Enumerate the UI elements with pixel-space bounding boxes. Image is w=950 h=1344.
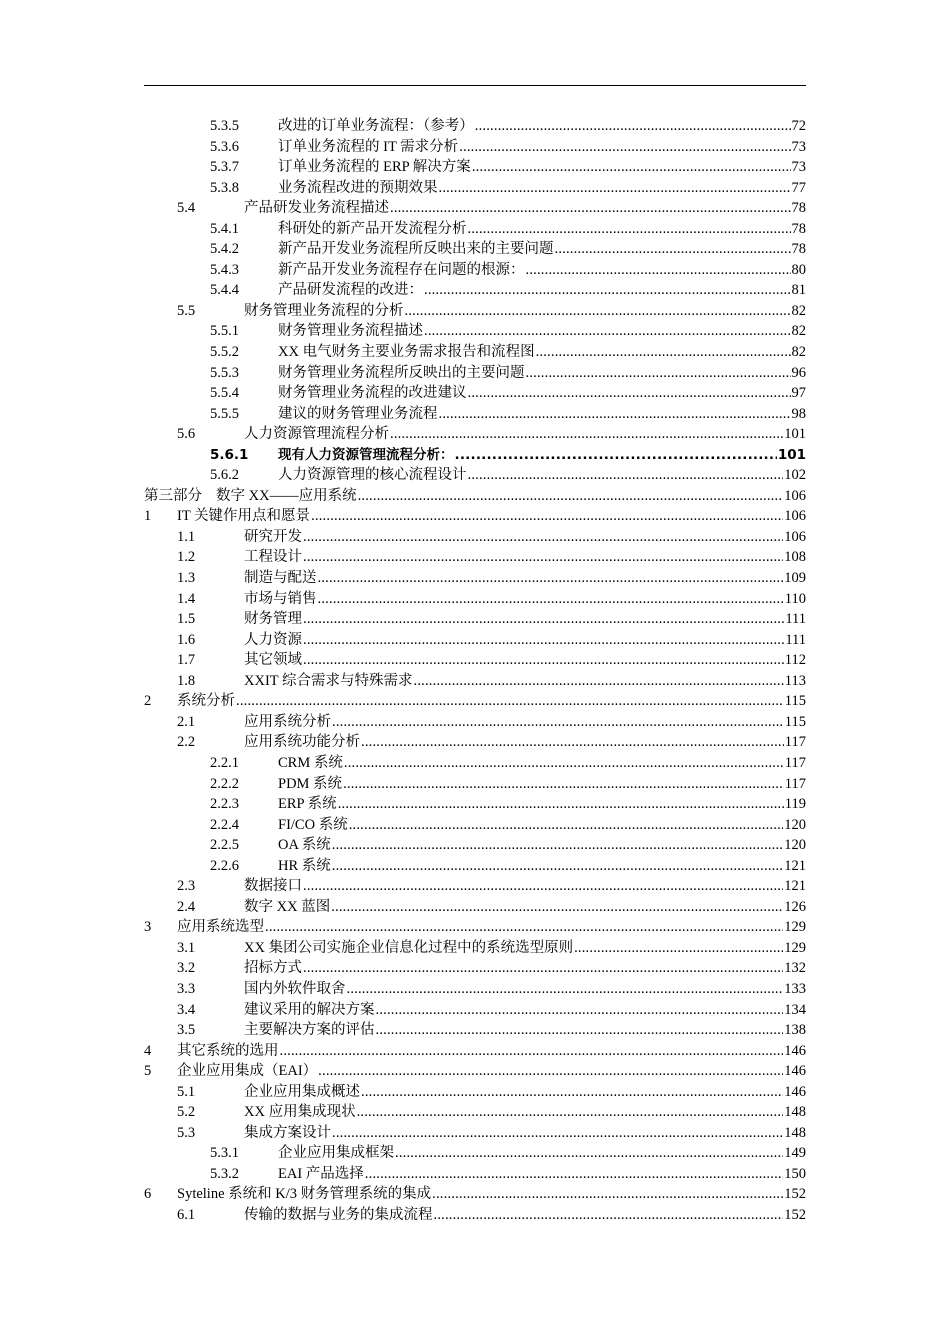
- toc-entry-title: 现有人力资源管理流程分析：: [278, 446, 454, 463]
- toc-entry-number: 3.5: [177, 1022, 196, 1039]
- toc-entry-number: 2.1: [177, 713, 196, 730]
- toc-entry-title: 市场与销售: [244, 590, 317, 607]
- toc-entry[interactable]: [144, 1205, 806, 1226]
- toc-entry-page-number: 121: [784, 857, 806, 874]
- toc-entry-number: 1.7: [177, 652, 196, 669]
- toc-entry-page-number: 134: [784, 1001, 806, 1018]
- toc-entry-number: 6.1: [177, 1206, 196, 1223]
- toc-entry-title: 人力资源管理的核心流程设计: [278, 467, 467, 484]
- toc-entry-title: 数字 XX——应用系统: [216, 487, 357, 504]
- toc-entry[interactable]: [144, 239, 806, 260]
- toc-entry-title: 产品研发业务流程描述: [244, 200, 389, 217]
- toc-entry[interactable]: [144, 897, 806, 918]
- toc-entry-number: 3.1: [177, 939, 196, 956]
- toc-entry-number: 2.2: [177, 734, 196, 751]
- toc-entry[interactable]: [144, 1061, 806, 1082]
- toc-entry-title: 传输的数据与业务的集成流程: [244, 1206, 433, 1223]
- toc-entry[interactable]: [144, 712, 806, 733]
- toc-dot-leader: [424, 321, 791, 342]
- toc-entry-number: 3.4: [177, 1001, 196, 1018]
- toc-entry[interactable]: [144, 958, 806, 979]
- toc-entry-number: 5.5.5: [210, 405, 239, 422]
- toc-dot-leader: [376, 1020, 784, 1041]
- toc-entry-title: 制造与配送: [244, 570, 317, 587]
- toc-entry-page-number: 133: [784, 980, 806, 997]
- toc-entry-page-number: 129: [784, 939, 806, 956]
- toc-entry-title: 业务流程改进的预期效果: [278, 179, 438, 196]
- toc-entry-page-number: 120: [784, 816, 806, 833]
- toc-entry-title: 财务管理业务流程所反映出的主要问题: [278, 364, 525, 381]
- toc-entry[interactable]: [144, 1041, 806, 1062]
- toc-dot-leader: [468, 219, 791, 240]
- toc-entry-page-number: 80: [791, 261, 806, 278]
- toc-entry-number: 5.5.1: [210, 323, 239, 340]
- toc-entry-title: 新产品开发业务流程所反映出来的主要问题: [278, 241, 554, 258]
- toc-entry-page-number: 148: [784, 1124, 806, 1141]
- toc-entry-title: 系统分析: [177, 693, 235, 710]
- toc-entry-page-number: 97: [791, 385, 806, 402]
- toc-entry-title: 人力资源: [244, 631, 302, 648]
- toc-entry-page-number: 149: [784, 1145, 806, 1162]
- toc-entry-number: 5.4.2: [210, 241, 239, 258]
- toc-entry[interactable]: [144, 198, 806, 219]
- toc-entry-page-number: 113: [784, 672, 806, 689]
- toc-entry-page-number: 146: [784, 1063, 806, 1080]
- toc-entry-page-number: 117: [784, 754, 806, 771]
- toc-dot-leader: [468, 465, 784, 486]
- toc-dot-leader: [434, 1205, 784, 1226]
- toc-entry-number: 5.4.1: [210, 220, 239, 237]
- toc-dot-leader: [424, 280, 791, 301]
- toc-dot-leader: [343, 774, 784, 795]
- toc-entry[interactable]: [144, 1123, 806, 1144]
- toc-entry-number: 第三部分: [144, 487, 202, 504]
- toc-dot-leader: [432, 1184, 783, 1205]
- toc-entry-title: XX 电气财务主要业务需求报告和流程图: [278, 344, 535, 361]
- toc-entry-number: 4: [144, 1042, 152, 1059]
- toc-entry-title: 国内外软件取舍: [244, 980, 346, 997]
- toc-entry-page-number: 108: [784, 549, 806, 566]
- toc-entry-number: 5.3.6: [210, 138, 239, 155]
- toc-dot-leader: [332, 856, 783, 877]
- toc-dot-leader: [468, 383, 791, 404]
- toc-dot-leader: [332, 712, 784, 733]
- toc-dot-leader: [390, 424, 783, 445]
- toc-entry-title: 工程设计: [244, 549, 302, 566]
- toc-entry[interactable]: [144, 568, 806, 589]
- toc-entry-number: 2.2.2: [210, 775, 239, 792]
- toc-dot-leader: [265, 917, 783, 938]
- toc-entry-number: 5.5.3: [210, 364, 239, 381]
- toc-dot-leader: [361, 1082, 783, 1103]
- toc-entry-page-number: 78: [791, 241, 806, 258]
- toc-entry-page-number: 150: [784, 1165, 806, 1182]
- toc-entry-number: 5.5.4: [210, 385, 239, 402]
- toc-dot-leader: [459, 137, 790, 158]
- toc-entry-page-number: 120: [784, 837, 806, 854]
- toc-entry-title: XXIT 综合需求与特殊需求: [244, 672, 413, 689]
- toc-entry-number: 2.2.4: [210, 816, 239, 833]
- toc-entry[interactable]: [144, 630, 806, 651]
- toc-entry[interactable]: [144, 342, 806, 363]
- toc-entry-number: 1: [144, 508, 152, 525]
- toc-entry-title: 新产品开发业务流程存在问题的根源：: [278, 261, 525, 278]
- toc-entry-number: 1.6: [177, 631, 196, 648]
- toc-entry-number: 2.2.5: [210, 837, 239, 854]
- toc-entry-number: 3.2: [177, 960, 196, 977]
- toc-dot-leader: [332, 1123, 783, 1144]
- header-rule: [144, 85, 806, 86]
- toc-entry[interactable]: [144, 527, 806, 548]
- toc-entry[interactable]: [144, 547, 806, 568]
- toc-dot-leader: [303, 630, 784, 651]
- toc-entry[interactable]: [144, 157, 806, 178]
- toc-entry-title: 主要解决方案的评估: [244, 1022, 375, 1039]
- toc-entry-title: 企业应用集成框架: [278, 1145, 394, 1162]
- toc-entry-number: 1.3: [177, 570, 196, 587]
- toc-entry-title: 改进的订单业务流程：（参考）: [278, 118, 474, 134]
- toc-dot-leader: [303, 609, 784, 630]
- toc-entry-page-number: 73: [791, 138, 806, 155]
- toc-entry-number: 5.4: [177, 200, 196, 217]
- toc-entry[interactable]: [144, 219, 806, 240]
- toc-entry-number: 1.1: [177, 528, 196, 545]
- toc-entry-page-number: 146: [784, 1042, 806, 1059]
- toc-entry-page-number: 102: [784, 467, 806, 484]
- toc-entry-page-number: 73: [791, 159, 806, 176]
- toc-entry-page-number: 82: [791, 302, 806, 319]
- toc-entry[interactable]: [144, 424, 806, 445]
- toc-entry-page-number: 111: [785, 611, 806, 628]
- toc-entry-title: 招标方式: [244, 960, 302, 977]
- toc-entry[interactable]: [144, 835, 806, 856]
- toc-entry-page-number: 152: [784, 1186, 806, 1203]
- toc-dot-leader: [318, 589, 784, 610]
- toc-dot-leader: [349, 815, 784, 836]
- toc-entry-number: 5.4.4: [210, 282, 239, 299]
- toc-entry[interactable]: [144, 774, 806, 795]
- toc-dot-leader: [439, 404, 791, 425]
- toc-dot-leader: [318, 568, 784, 589]
- toc-entry-number: 1.2: [177, 549, 196, 566]
- toc-entry-title: 企业应用集成（EAI）: [177, 1063, 318, 1080]
- toc-entry-number: 5.1: [177, 1083, 196, 1100]
- toc-entry-title: 财务管理业务流程的改进建议: [278, 385, 467, 402]
- toc-entry-title: FI/CO 系统: [278, 816, 348, 833]
- toc-entry-number: 5.3.5: [210, 118, 239, 134]
- toc-dot-leader: [472, 157, 791, 178]
- toc-entry-title: 应用系统分析: [244, 713, 331, 730]
- toc-dot-leader: [347, 979, 784, 1000]
- toc-entry[interactable]: [144, 753, 806, 774]
- toc-entry[interactable]: [144, 691, 806, 712]
- table-of-contents: [144, 116, 806, 1226]
- toc-entry[interactable]: [144, 589, 806, 610]
- toc-entry[interactable]: [144, 363, 806, 384]
- toc-entry[interactable]: [144, 794, 806, 815]
- toc-entry-number: 5.3.8: [210, 179, 239, 196]
- toc-entry-page-number: 117: [784, 734, 806, 751]
- toc-entry[interactable]: [144, 178, 806, 199]
- toc-entry-title: 财务管理业务流程描述: [278, 323, 423, 340]
- toc-entry-page-number: 152: [784, 1206, 806, 1223]
- toc-entry-page-number: 112: [784, 652, 806, 669]
- toc-entry-title: 建议的财务管理业务流程: [278, 405, 438, 422]
- toc-dot-leader: [331, 897, 783, 918]
- toc-entry-number: 2: [144, 693, 152, 710]
- toc-entry-title: 科研处的新产品开发流程分析: [278, 220, 467, 237]
- toc-entry-page-number: 110: [784, 590, 806, 607]
- toc-entry[interactable]: [144, 1102, 806, 1123]
- toc-entry-page-number: 106: [784, 508, 806, 525]
- toc-dot-leader: [390, 198, 791, 219]
- toc-entry-number: 2.3: [177, 878, 196, 895]
- toc-entry[interactable]: [144, 650, 806, 671]
- toc-dot-leader: [338, 794, 784, 815]
- toc-entry-page-number: 115: [784, 693, 806, 710]
- toc-entry-title: IT 关键作用点和愿景: [177, 508, 311, 525]
- toc-entry-title: 订单业务流程的 IT 需求分析: [278, 138, 459, 155]
- toc-entry-title: 建议采用的解决方案: [244, 1001, 375, 1018]
- toc-entry-page-number: 81: [791, 282, 806, 299]
- toc-entry-page-number: 129: [784, 919, 806, 936]
- toc-entry-title: 财务管理: [244, 611, 302, 628]
- toc-entry-title: Syteline 系统和 K/3 财务管理系统的集成: [177, 1186, 432, 1203]
- toc-entry-number: 2.4: [177, 898, 196, 915]
- toc-entry[interactable]: [144, 917, 806, 938]
- toc-entry-number: 5.3.1: [210, 1145, 239, 1162]
- toc-entry-page-number: 78: [791, 200, 806, 217]
- toc-dot-leader: [303, 876, 783, 897]
- toc-entry-page-number: 98: [791, 405, 806, 422]
- toc-dot-leader: [475, 116, 791, 137]
- toc-dot-leader: [574, 938, 783, 959]
- toc-entry[interactable]: [144, 856, 806, 877]
- toc-dot-leader: [303, 650, 784, 671]
- toc-entry-number: 5: [144, 1063, 152, 1080]
- toc-entry[interactable]: [144, 876, 806, 897]
- toc-entry-page-number: 121: [784, 878, 806, 895]
- toc-entry-page-number: 115: [784, 713, 806, 730]
- toc-entry-number: 5.6: [177, 426, 196, 443]
- toc-dot-leader: [414, 671, 784, 692]
- toc-dot-leader: [439, 178, 791, 199]
- toc-entry-number: 2.2.1: [210, 754, 239, 771]
- toc-entry-title: 应用系统选型: [177, 919, 264, 936]
- toc-dot-leader: [455, 445, 777, 466]
- toc-entry-number: 1.5: [177, 611, 196, 628]
- toc-entry-page-number: 132: [784, 960, 806, 977]
- toc-entry-title: 应用系统功能分析: [244, 734, 360, 751]
- toc-entry[interactable]: [144, 260, 806, 281]
- toc-entry-number: 1.4: [177, 590, 196, 607]
- toc-dot-leader: [365, 1164, 783, 1185]
- toc-dot-leader: [332, 835, 783, 856]
- toc-entry-title: 人力资源管理流程分析: [244, 426, 389, 443]
- toc-dot-leader: [405, 301, 791, 322]
- toc-entry[interactable]: [144, 609, 806, 630]
- toc-entry-title: EAI 产品选择: [278, 1165, 364, 1182]
- toc-entry[interactable]: [144, 465, 806, 486]
- toc-entry-number: 5.3: [177, 1124, 196, 1141]
- toc-entry[interactable]: [144, 671, 806, 692]
- toc-entry-page-number: 101: [777, 446, 806, 463]
- toc-entry[interactable]: [144, 979, 806, 1000]
- toc-entry-page-number: 78: [791, 220, 806, 237]
- toc-entry[interactable]: [144, 1082, 806, 1103]
- toc-entry-number: 5.3.2: [210, 1165, 239, 1182]
- toc-dot-leader: [236, 691, 784, 712]
- toc-dot-leader: [318, 1061, 783, 1082]
- toc-entry[interactable]: [144, 938, 806, 959]
- toc-entry-page-number: 146: [784, 1083, 806, 1100]
- toc-dot-leader: [555, 239, 791, 260]
- toc-entry[interactable]: [144, 445, 806, 466]
- toc-entry-number: 6: [144, 1186, 152, 1203]
- toc-dot-leader: [536, 342, 791, 363]
- toc-entry[interactable]: [144, 404, 806, 425]
- toc-entry-page-number: 119: [784, 796, 806, 813]
- toc-entry-page-number: 148: [784, 1104, 806, 1121]
- toc-entry-title: ERP 系统: [278, 796, 337, 813]
- toc-entry[interactable]: [144, 486, 806, 507]
- toc-entry-title: 其它系统的选用: [177, 1042, 279, 1059]
- toc-entry[interactable]: [144, 1000, 806, 1021]
- toc-entry[interactable]: [144, 137, 806, 158]
- toc-dot-leader: [361, 732, 784, 753]
- toc-entry-page-number: 72: [791, 118, 806, 134]
- toc-entry[interactable]: [144, 321, 806, 342]
- toc-entry-title: 财务管理业务流程的分析: [244, 302, 404, 319]
- toc-entry-page-number: 111: [785, 631, 806, 648]
- toc-entry-page-number: 106: [784, 528, 806, 545]
- toc-entry-title: CRM 系统: [278, 754, 343, 771]
- toc-entry[interactable]: [144, 116, 806, 137]
- toc-entry-title: 集成方案设计: [244, 1124, 331, 1141]
- toc-entry-page-number: 96: [791, 364, 806, 381]
- toc-entry-title: 数字 XX 蓝图: [244, 898, 331, 915]
- toc-dot-leader: [526, 260, 791, 281]
- toc-entry-page-number: 106: [784, 487, 806, 504]
- toc-entry-page-number: 138: [784, 1022, 806, 1039]
- toc-entry-number: 5.3.7: [210, 159, 239, 176]
- toc-dot-leader: [358, 486, 784, 507]
- toc-dot-leader: [395, 1143, 783, 1164]
- toc-dot-leader: [303, 527, 783, 548]
- toc-entry-title: PDM 系统: [278, 775, 343, 792]
- toc-entry-number: 2.2.6: [210, 857, 239, 874]
- toc-entry-title: XX 集团公司实施企业信息化过程中的系统选型原则: [244, 939, 574, 956]
- toc-dot-leader: [344, 753, 784, 774]
- toc-entry-number: 5.6.2: [210, 467, 239, 484]
- toc-entry-title: HR 系统: [278, 857, 331, 874]
- toc-entry-page-number: 117: [784, 775, 806, 792]
- toc-entry-page-number: 126: [784, 898, 806, 915]
- toc-entry-number: 3: [144, 919, 152, 936]
- toc-entry-title: 产品研发流程的改进：: [278, 282, 423, 299]
- toc-entry-number: 5.5.2: [210, 344, 239, 361]
- toc-entry-page-number: 82: [791, 344, 806, 361]
- toc-entry[interactable]: [144, 732, 806, 753]
- toc-entry-page-number: 82: [791, 323, 806, 340]
- toc-dot-leader: [303, 547, 783, 568]
- toc-entry-number: 2.2.3: [210, 796, 239, 813]
- toc-entry-number: 3.3: [177, 980, 196, 997]
- toc-entry-title: 数据接口: [244, 878, 302, 895]
- toc-entry-number: 5.2: [177, 1104, 196, 1121]
- toc-dot-leader: [311, 506, 783, 527]
- toc-entry-page-number: 109: [784, 570, 806, 587]
- toc-entry[interactable]: [144, 1143, 806, 1164]
- toc-dot-leader: [303, 958, 783, 979]
- toc-entry[interactable]: [144, 506, 806, 527]
- toc-entry-page-number: 77: [791, 179, 806, 196]
- toc-entry[interactable]: [144, 815, 806, 836]
- toc-dot-leader: [526, 363, 791, 384]
- toc-dot-leader: [376, 1000, 784, 1021]
- toc-entry-title: XX 应用集成现状: [244, 1104, 356, 1121]
- toc-entry[interactable]: [144, 280, 806, 301]
- toc-entry-number: 1.8: [177, 672, 196, 689]
- toc-dot-leader: [357, 1102, 784, 1123]
- toc-entry-title: 研究开发: [244, 528, 302, 545]
- toc-entry-title: 其它领域: [244, 652, 302, 669]
- toc-entry-number: 5.4.3: [210, 261, 239, 278]
- toc-entry-number: 5.5: [177, 302, 196, 319]
- toc-entry[interactable]: [144, 1020, 806, 1041]
- toc-entry[interactable]: [144, 301, 806, 322]
- toc-entry-title: 企业应用集成概述: [244, 1083, 360, 1100]
- toc-dot-leader: [280, 1041, 784, 1062]
- toc-entry-title: OA 系统: [278, 837, 331, 854]
- toc-entry-page-number: 101: [784, 426, 806, 443]
- toc-entry-title: 订单业务流程的 ERP 解决方案: [278, 159, 471, 176]
- toc-entry[interactable]: [144, 1164, 806, 1185]
- toc-entry[interactable]: [144, 1184, 806, 1205]
- toc-entry-number: 5.6.1: [210, 446, 249, 463]
- toc-entry[interactable]: [144, 383, 806, 404]
